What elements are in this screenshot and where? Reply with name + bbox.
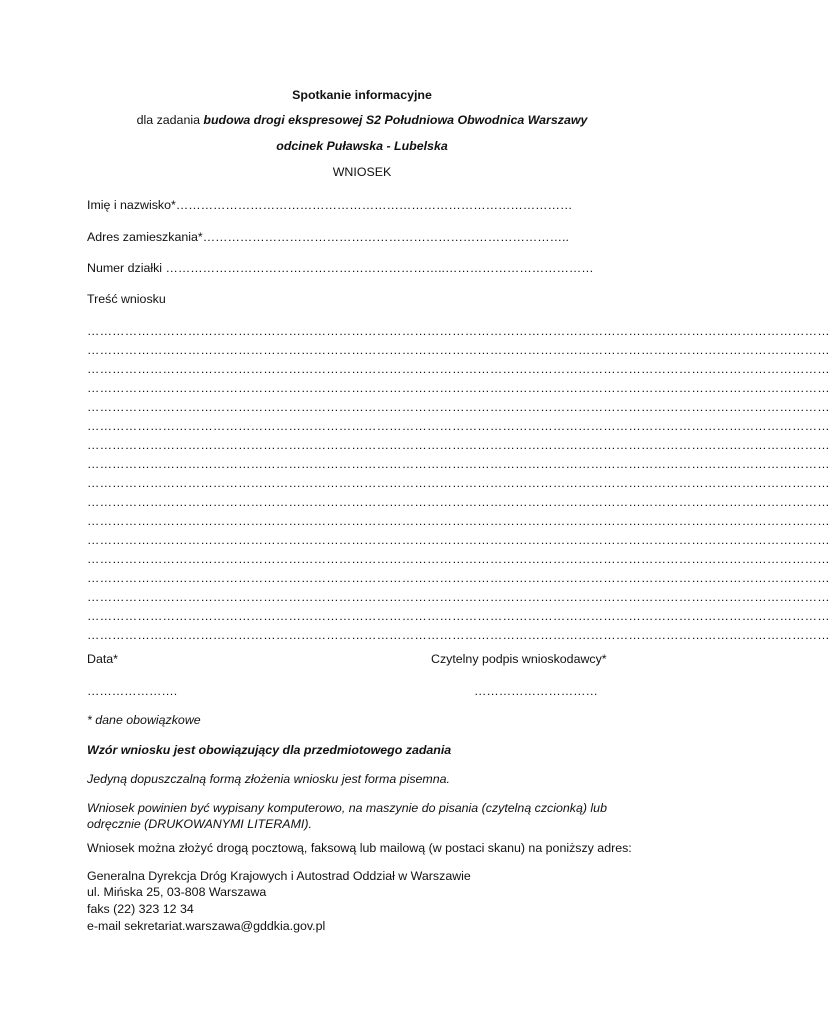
content-label: Treść wniosku: [87, 292, 166, 306]
signature-label: Czytelny podpis wnioskodawcy*: [431, 652, 607, 666]
content-line[interactable]: ……………………………………………………………………………………………………………………………………………………………: [87, 400, 830, 414]
content-line[interactable]: ……………………………………………………………………………………………………………………………………………………………: [87, 609, 830, 623]
field-address[interactable]: [87, 229, 569, 245]
content-line[interactable]: ……………………………………………………………………………………………………………………………………………………………: [87, 362, 830, 376]
content-line[interactable]: ……………………………………………………………………………………………………………………………………………………………: [87, 552, 830, 566]
document-section: odcinek Puławska - Lubelska: [276, 139, 448, 153]
field-name-label: Imię i nazwisko*: [87, 198, 176, 212]
field-address-dots: ……………………………………………………………………………..: [202, 230, 569, 244]
submission-note: Wniosek można złożyć drogą pocztową, faksową lub mailową (w postaci skanu) na poniższy adres:: [87, 841, 632, 855]
content-line[interactable]: ……………………………………………………………………………………………………………………………………………………………: [87, 457, 830, 471]
document-subtitle: [0, 112, 724, 128]
typing-note-line-1: Wniosek powinien być wypisany komputerowo, na maszynie do pisania (czytelną czcionką) lub: [87, 801, 607, 815]
address-fax: faks (22) 323 12 34: [87, 902, 194, 916]
required-note: * dane obowiązkowe: [87, 713, 201, 727]
written-form-note: Jedyną dopuszczalną formą złożenia wniosku jest forma pisemna.: [87, 772, 450, 786]
content-line[interactable]: ……………………………………………………………………………………………………………………………………………………………: [87, 476, 830, 490]
content-line[interactable]: ……………………………………………………………………………………………………………………………………………………………: [87, 571, 830, 585]
field-name[interactable]: [87, 197, 572, 213]
form-name: WNIOSEK: [332, 165, 392, 179]
subtitle-prefix: dla zadania: [136, 113, 204, 127]
address-email[interactable]: e-mail sekretariat.warszawa@gddkia.gov.pl: [87, 919, 326, 933]
content-line[interactable]: ……………………………………………………………………………………………………………………………………………………………: [87, 343, 830, 357]
field-parcel-label: Numer działki: [87, 261, 166, 275]
content-line[interactable]: ……………………………………………………………………………………………………………………………………………………………: [87, 381, 830, 395]
address-street: ul. Mińska 25, 03-808 Warszawa: [87, 885, 267, 899]
field-parcel-dots: …………………………………………………………..………………………………: [165, 261, 594, 275]
typing-note-line-2: odręcznie (DRUKOWANYMI LITERAMI).: [87, 817, 312, 831]
field-name-dots: ……………………………………………………………………………………: [175, 198, 573, 212]
signature-field[interactable]: …………………………: [474, 684, 598, 698]
content-line[interactable]: ……………………………………………………………………………………………………………………………………………………………: [87, 419, 830, 433]
content-line[interactable]: ……………………………………………………………………………………………………………………………………………………………: [87, 628, 830, 642]
field-address-label: Adres zamieszkania*: [87, 230, 203, 244]
document-title: Spotkanie informacyjne: [292, 88, 432, 102]
content-line[interactable]: ……………………………………………………………………………………………………………………………………………………………: [87, 495, 830, 509]
field-parcel[interactable]: [87, 260, 594, 276]
content-line[interactable]: ……………………………………………………………………………………………………………………………………………………………: [87, 590, 830, 604]
content-line[interactable]: ……………………………………………………………………………………………………………………………………………………………: [87, 514, 830, 528]
content-line[interactable]: ……………………………………………………………………………………………………………………………………………………………: [87, 533, 830, 547]
content-line[interactable]: ……………………………………………………………………………………………………………………………………………………………: [87, 324, 830, 338]
template-note: Wzór wniosku jest obowiązujący dla przedmiotowego zadania: [87, 743, 452, 757]
subtitle-project: budowa drogi ekspresowej S2 Południowa Obwodnica Warszawy: [203, 113, 588, 127]
address-organization: Generalna Dyrekcja Dróg Krajowych i Autostrad Oddział w Warszawie: [87, 869, 471, 883]
date-label: Data*: [87, 652, 118, 666]
content-line[interactable]: ……………………………………………………………………………………………………………………………………………………………: [87, 438, 830, 452]
date-field[interactable]: ………………….: [87, 684, 178, 698]
